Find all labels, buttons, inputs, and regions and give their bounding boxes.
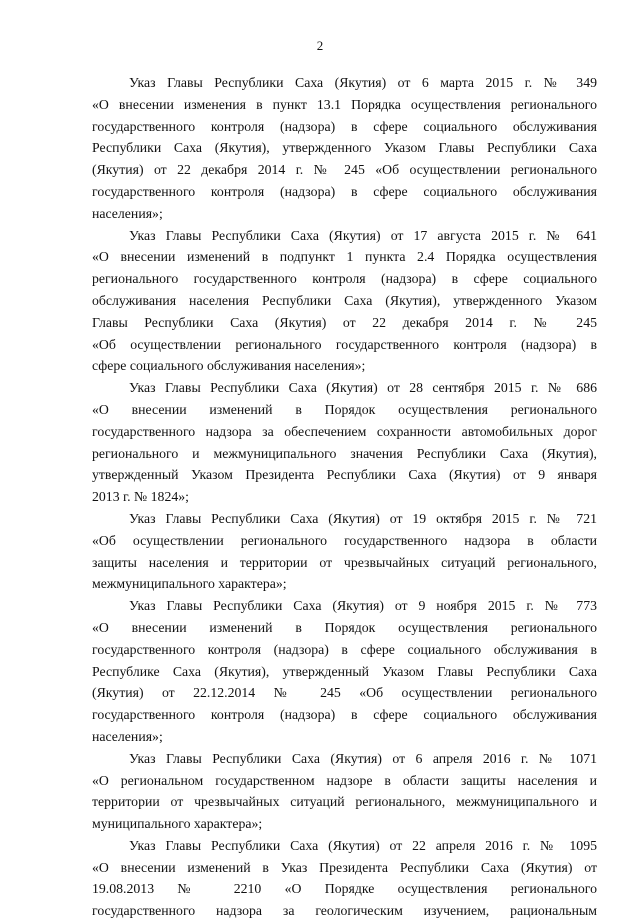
text-line: Республике Саха (Якутия), утвержденный Указом Главы Республики Саха — [92, 663, 597, 679]
text-line: государственного контроля (надзора) в сфере социального обслуживания — [92, 707, 597, 723]
text-line: «Об осуществлении регионального государственного контроля (надзора) в — [92, 336, 597, 352]
paragraph — [92, 748, 597, 835]
text-line: государственного надзора за обеспечением сохранности автомобильных дорог — [92, 423, 597, 439]
text-line: регионального и межмуниципального значения Республики Саха (Якутия), — [92, 445, 597, 461]
text-line: Указ Главы Республики Саха (Якутия) от 6 марта 2015 г. № 349 — [129, 75, 597, 90]
text-line: межмуниципального характера»; — [92, 576, 287, 592]
text-line: «О внесении изменений в подпункт 1 пункта 2.4 Порядка осуществления — [92, 249, 597, 265]
text-line: населения»; — [92, 205, 163, 221]
paragraph — [92, 72, 597, 225]
paragraph — [92, 225, 597, 378]
text-line: государственного контроля (надзора) в сфере социального обслуживания — [92, 183, 597, 199]
text-line: (Якутия) от 22 декабря 2014 г. № 245 «Об осуществлении регионального — [92, 162, 597, 178]
text-line: «О внесении изменения в пункт 13.1 Порядка осуществления регионального — [92, 96, 597, 112]
paragraph — [92, 595, 597, 748]
paragraph — [92, 835, 597, 922]
paragraph — [92, 508, 597, 595]
text-line: 19.08.2013 № 2210 «О Порядке осуществления регионального — [92, 881, 597, 897]
text-line: «Об осуществлении регионального государственного надзора в области — [92, 532, 597, 548]
text-line: государственного контроля (надзора) в сфере социального обслуживания — [92, 118, 597, 134]
text-line: населения»; — [92, 728, 163, 744]
text-line: Республики Саха (Якутия), утвержденного Указом Главы Республики Саха — [92, 140, 597, 156]
page-number: 2 — [316, 38, 324, 53]
document-body — [92, 72, 597, 922]
text-line: «О внесении изменений в Порядок осуществления регионального — [92, 619, 597, 635]
text-line: Главы Республики Саха (Якутия) от 22 декабря 2014 г. № 245 — [92, 314, 597, 330]
text-line: Указ Главы Республики Саха (Якутия) от 6 апреля 2016 г. № 1071 — [129, 750, 597, 766]
text-line: государственного надзора за геологическим изучением, рациональным — [92, 903, 597, 919]
text-line: обслуживания населения Республики Саха (Якутия), утвержденного Указом — [92, 292, 597, 308]
text-line: (Якутия) от 22.12.2014 № 245 «Об осуществлении регионального — [92, 685, 597, 701]
text-line: «О внесении изменений в Указ Президента Республики Саха (Якутия) от — [92, 859, 597, 875]
text-line: Указ Главы Республики Саха (Якутия) от 17 августа 2015 г. № 641 — [129, 227, 597, 243]
text-line: «О региональном государственном надзоре в области защиты населения и — [92, 772, 597, 788]
paragraph — [92, 377, 597, 508]
text-line: Указ Главы Республики Саха (Якутия) от 19 октября 2015 г. № 721 — [129, 510, 597, 526]
text-line: территории от чрезвычайных ситуаций регионального, межмуниципального и — [92, 794, 597, 810]
text-line: муниципального характера»; — [92, 816, 263, 832]
text-line: защиты населения и территории от чрезвычайных ситуаций регионального, — [92, 554, 597, 570]
text-line: Указ Главы Республики Саха (Якутия) от 28 сентября 2015 г. № 686 — [129, 380, 597, 396]
text-line: Указ Главы Республики Саха (Якутия) от 9 ноября 2015 г. № 773 — [129, 598, 597, 614]
text-line: государственного контроля (надзора) в сфере социального обслуживания в — [92, 641, 597, 657]
text-line: «О внесении изменений в Порядок осуществления регионального — [92, 401, 597, 417]
text-line: сфере социального обслуживания населения»; — [92, 358, 366, 374]
text-line: Указ Главы Республики Саха (Якутия) от 22 апреля 2016 г. № 1095 — [129, 837, 597, 853]
text-line: 2013 г. № 1824»; — [92, 489, 189, 505]
text-line: регионального государственного контроля (надзора) в сфере социального — [92, 271, 597, 287]
text-line: утвержденный Указом Президента Республики Саха (Якутия) от 9 января — [92, 467, 597, 483]
